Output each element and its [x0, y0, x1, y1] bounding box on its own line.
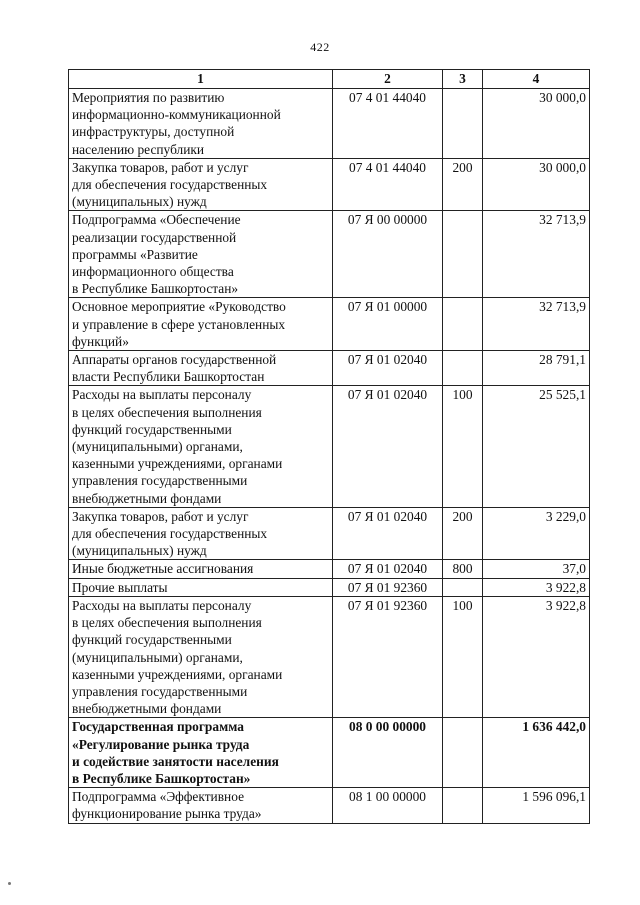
row-name-line: и управление в сфере установленных — [72, 316, 286, 332]
table-row — [69, 211, 590, 298]
row-code-cell: 07 Я 00 00000 — [333, 211, 443, 298]
row-type-cell: 100 — [443, 596, 483, 717]
row-name-line: Расходы на выплаты персоналу — [72, 597, 252, 613]
row-name-line: внебюджетными фондами — [72, 490, 222, 506]
row-name-cell — [69, 351, 333, 386]
row-name-line: «Регулирование рынка труда — [72, 736, 250, 752]
row-name-line: Аппараты органов государственной — [72, 352, 277, 368]
row-name-cell — [69, 211, 333, 298]
row-name-line: управления государственными — [72, 473, 248, 489]
table-header — [69, 70, 590, 89]
row-type-cell — [443, 718, 483, 788]
column-header-amount: 4 — [483, 70, 590, 89]
row-type-cell — [443, 211, 483, 298]
row-name-line: программы «Развитие — [72, 246, 198, 262]
row-name-cell — [69, 578, 333, 596]
table-row — [69, 718, 590, 788]
row-amount-cell: 1 596 096,1 — [483, 788, 590, 823]
table-row — [69, 507, 590, 560]
row-type-cell — [443, 788, 483, 823]
table-row — [69, 596, 590, 717]
row-name-cell — [69, 298, 333, 351]
row-amount-cell: 1 636 442,0 — [483, 718, 590, 788]
row-name-line: казенными учреждениями, органами — [72, 666, 283, 682]
row-code-cell: 07 Я 01 02040 — [333, 560, 443, 578]
row-amount-cell: 32 713,9 — [483, 211, 590, 298]
row-name-line: власти Республики Башкортостан — [72, 369, 265, 385]
column-header-name: 1 — [69, 70, 333, 89]
row-type-cell — [443, 578, 483, 596]
row-code-cell: 07 4 01 44040 — [333, 158, 443, 211]
row-name-line: Закупка товаров, работ и услуг — [72, 159, 249, 175]
row-name-cell — [69, 386, 333, 507]
scan-speck — [8, 882, 11, 885]
row-name-line: в Республике Башкортостан» — [72, 770, 251, 786]
table-body — [69, 89, 590, 824]
table-row — [69, 386, 590, 507]
row-code-cell: 07 Я 01 92360 — [333, 596, 443, 717]
row-type-cell: 200 — [443, 507, 483, 560]
row-name-line: информационно-коммуникационной — [72, 107, 281, 123]
row-name-line: в целях обеспечения выполнения — [72, 615, 262, 631]
table-row — [69, 788, 590, 823]
row-name-line: Подпрограмма «Обеспечение — [72, 212, 241, 228]
table-row — [69, 351, 590, 386]
row-name-line: в целях обеспечения выполнения — [72, 404, 262, 420]
row-name-line: реализации государственной — [72, 229, 237, 245]
row-name-line: (муниципальными) органами, — [72, 439, 243, 455]
row-name-line: Расходы на выплаты персоналу — [72, 387, 252, 403]
row-amount-cell: 3 922,8 — [483, 596, 590, 717]
row-name-line: населению республики — [72, 141, 205, 157]
row-type-cell: 200 — [443, 158, 483, 211]
row-name-line: (муниципальными) органами, — [72, 649, 243, 665]
row-name-line: для обеспечения государственных — [72, 177, 268, 193]
row-name-cell — [69, 507, 333, 560]
row-name-line: казенными учреждениями, органами — [72, 456, 283, 472]
row-code-cell: 07 Я 01 02040 — [333, 507, 443, 560]
row-name-line: Государственная программа — [72, 719, 244, 735]
row-amount-cell: 32 713,9 — [483, 298, 590, 351]
row-type-cell: 800 — [443, 560, 483, 578]
row-name-line: Подпрограмма «Эффективное — [72, 789, 245, 805]
table-row — [69, 89, 590, 159]
row-name-line: информационного общества — [72, 264, 234, 280]
row-name-line: функций государственными — [72, 421, 232, 437]
row-amount-cell: 37,0 — [483, 560, 590, 578]
row-amount-cell: 30 000,0 — [483, 158, 590, 211]
row-code-cell: 08 0 00 00000 — [333, 718, 443, 788]
row-code-cell: 07 4 01 44040 — [333, 89, 443, 159]
row-name-line: Мероприятия по развитию — [72, 90, 225, 105]
row-name-line: (муниципальных) нужд — [72, 543, 207, 559]
row-name-line: Основное мероприятие «Руководство — [72, 299, 286, 315]
row-code-cell: 07 Я 01 92360 — [333, 578, 443, 596]
budget-table — [68, 69, 590, 824]
row-name-line: Иные бюджетные ассигнования — [72, 561, 254, 577]
table-row — [69, 298, 590, 351]
row-amount-cell: 28 791,1 — [483, 351, 590, 386]
row-name-cell — [69, 718, 333, 788]
row-name-cell — [69, 89, 333, 159]
row-name-line: функций государственными — [72, 632, 232, 648]
row-name-cell — [69, 158, 333, 211]
table-row — [69, 578, 590, 596]
row-name-cell — [69, 560, 333, 578]
row-code-cell: 07 Я 01 00000 — [333, 298, 443, 351]
row-amount-cell: 25 525,1 — [483, 386, 590, 507]
row-amount-cell: 3 229,0 — [483, 507, 590, 560]
row-name-line: и содействие занятости населения — [72, 753, 279, 769]
row-name-line: для обеспечения государственных — [72, 526, 268, 542]
row-name-line: в Республике Башкортостан» — [72, 281, 239, 297]
row-name-line: управления государственными — [72, 683, 248, 699]
row-name-line: (муниципальных) нужд — [72, 194, 207, 210]
row-amount-cell: 30 000,0 — [483, 89, 590, 159]
page-number: 422 — [310, 40, 330, 54]
row-type-cell — [443, 351, 483, 386]
table-row — [69, 560, 590, 578]
row-type-cell — [443, 298, 483, 351]
row-name-line: внебюджетными фондами — [72, 701, 222, 717]
row-name-line: функций» — [72, 333, 129, 349]
row-amount-cell: 3 922,8 — [483, 578, 590, 596]
row-type-cell — [443, 89, 483, 159]
row-name-cell — [69, 596, 333, 717]
row-name-line: инфраструктуры, доступной — [72, 124, 235, 140]
row-name-line: Закупка товаров, работ и услуг — [72, 508, 249, 524]
column-header-type: 3 — [443, 70, 483, 89]
row-code-cell: 07 Я 01 02040 — [333, 386, 443, 507]
row-code-cell: 07 Я 01 02040 — [333, 351, 443, 386]
header-row — [69, 70, 590, 89]
table-row — [69, 158, 590, 211]
row-name-cell — [69, 788, 333, 823]
row-code-cell: 08 1 00 00000 — [333, 788, 443, 823]
column-header-code: 2 — [333, 70, 443, 89]
row-name-line: функционирование рынка труда» — [72, 806, 262, 822]
row-name-line: Прочие выплаты — [72, 579, 168, 595]
row-type-cell: 100 — [443, 386, 483, 507]
